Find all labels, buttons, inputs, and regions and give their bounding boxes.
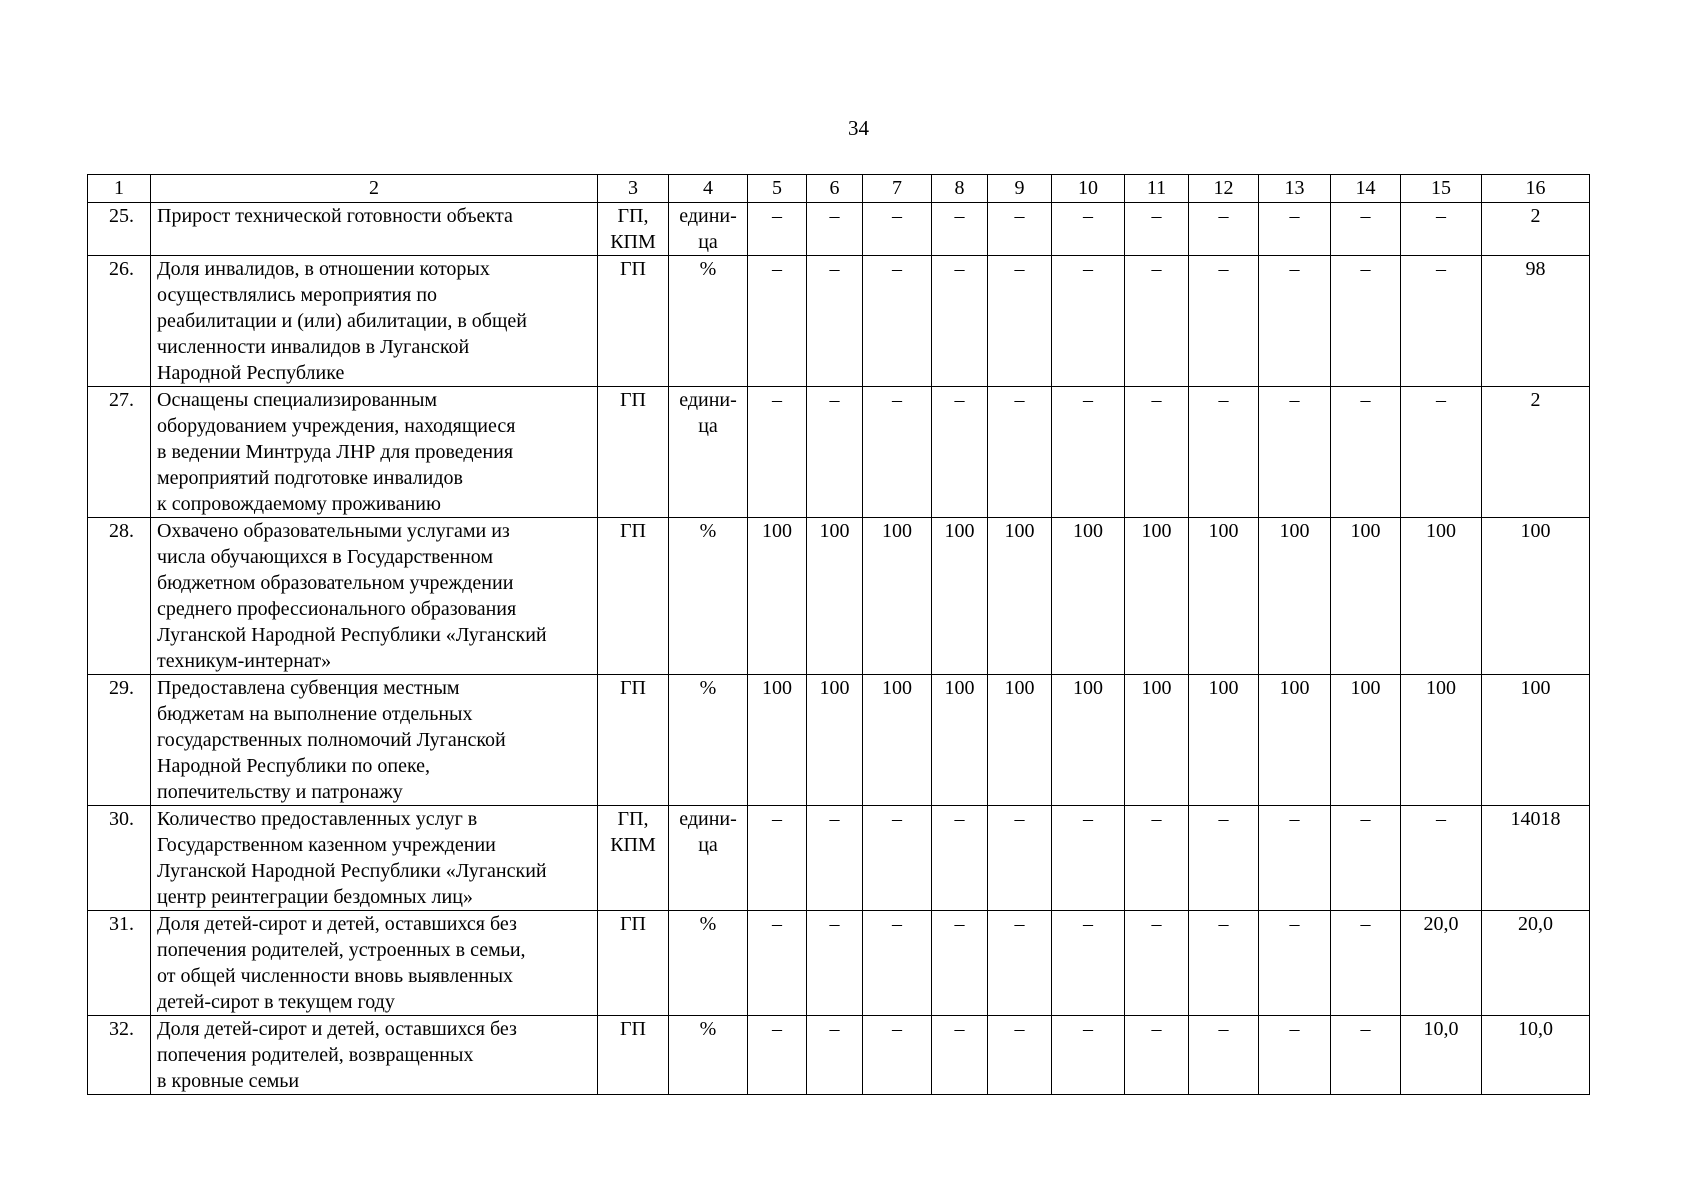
value-cell: – (1259, 387, 1331, 518)
row-number-cell: 29. (88, 675, 151, 806)
header-cell: 16 (1482, 175, 1590, 203)
header-cell: 14 (1331, 175, 1401, 203)
row-number-cell: 27. (88, 387, 151, 518)
value-cell: 100 (932, 518, 988, 675)
value-cell: 100 (807, 518, 863, 675)
header-cell: 2 (151, 175, 598, 203)
value-cell: – (748, 1016, 807, 1095)
table-row (88, 256, 1590, 387)
unit-cell: едини- ца (669, 203, 748, 256)
value-cell: – (807, 806, 863, 911)
value-cell: 100 (988, 675, 1052, 806)
value-cell: – (1052, 256, 1125, 387)
value-cell: – (748, 387, 807, 518)
value-cell: 100 (1401, 518, 1482, 675)
value-cell: – (1331, 256, 1401, 387)
value-cell: 2 (1482, 387, 1590, 518)
row-number-cell: 32. (88, 1016, 151, 1095)
value-cell: – (1125, 256, 1189, 387)
unit-cell: % (669, 1016, 748, 1095)
value-cell: – (1125, 806, 1189, 911)
value-cell: 10,0 (1482, 1016, 1590, 1095)
value-cell: – (1401, 806, 1482, 911)
value-cell: – (807, 387, 863, 518)
table-body (88, 203, 1590, 1095)
header-cell: 3 (598, 175, 669, 203)
source-cell: ГП (598, 675, 669, 806)
value-cell: – (1331, 911, 1401, 1016)
page-number: 34 (848, 116, 869, 140)
value-cell: – (1052, 387, 1125, 518)
unit-cell: едини- ца (669, 806, 748, 911)
value-cell: 98 (1482, 256, 1590, 387)
value-cell: 100 (1189, 675, 1259, 806)
value-cell: – (932, 911, 988, 1016)
value-cell: – (988, 387, 1052, 518)
value-cell: – (807, 256, 863, 387)
table-row (88, 203, 1590, 256)
table-row (88, 806, 1590, 911)
value-cell: 100 (988, 518, 1052, 675)
value-cell: 100 (1052, 675, 1125, 806)
value-cell: – (1189, 256, 1259, 387)
value-cell: 100 (1125, 518, 1189, 675)
unit-cell: % (669, 256, 748, 387)
value-cell: – (863, 203, 932, 256)
header-cell: 7 (863, 175, 932, 203)
value-cell: – (863, 911, 932, 1016)
value-cell: – (863, 806, 932, 911)
indicators-table (87, 174, 1590, 1095)
value-cell: – (863, 1016, 932, 1095)
table-header (88, 175, 1590, 203)
header-cell: 12 (1189, 175, 1259, 203)
value-cell: 100 (1482, 675, 1590, 806)
unit-cell: % (669, 911, 748, 1016)
value-cell: 20,0 (1401, 911, 1482, 1016)
unit-cell: едини- ца (669, 387, 748, 518)
header-cell: 11 (1125, 175, 1189, 203)
value-cell: – (1401, 387, 1482, 518)
value-cell: 100 (863, 675, 932, 806)
value-cell: – (932, 256, 988, 387)
unit-cell: % (669, 518, 748, 675)
source-cell: ГП, КПМ (598, 203, 669, 256)
value-cell: – (1259, 256, 1331, 387)
table-row (88, 675, 1590, 806)
indicator-name-cell: Прирост технической готовности объекта (151, 203, 598, 256)
value-cell: 100 (1189, 518, 1259, 675)
header-cell: 1 (88, 175, 151, 203)
value-cell: – (988, 806, 1052, 911)
value-cell: 100 (1331, 518, 1401, 675)
row-number-cell: 30. (88, 806, 151, 911)
indicator-name-cell: Оснащены специализированным оборудованием учреждения, находящиеся в ведении Минтруда ЛНР для проведения мероприятий подготовке инвалидов к сопровождаемому проживанию (151, 387, 598, 518)
value-cell: – (748, 203, 807, 256)
value-cell: – (988, 203, 1052, 256)
value-cell: – (932, 203, 988, 256)
value-cell: – (1331, 806, 1401, 911)
value-cell: – (988, 911, 1052, 1016)
header-cell: 8 (932, 175, 988, 203)
value-cell: – (1189, 203, 1259, 256)
value-cell: 100 (1259, 518, 1331, 675)
value-cell: – (748, 256, 807, 387)
value-cell: – (1052, 203, 1125, 256)
source-cell: ГП (598, 911, 669, 1016)
value-cell: – (1331, 203, 1401, 256)
value-cell: 100 (748, 675, 807, 806)
value-cell: – (932, 1016, 988, 1095)
value-cell: 100 (748, 518, 807, 675)
value-cell: – (1401, 256, 1482, 387)
header-cell: 13 (1259, 175, 1331, 203)
value-cell: – (1259, 1016, 1331, 1095)
value-cell: – (988, 1016, 1052, 1095)
source-cell: ГП (598, 1016, 669, 1095)
value-cell: – (932, 387, 988, 518)
source-cell: ГП (598, 518, 669, 675)
value-cell: – (1259, 806, 1331, 911)
value-cell: – (932, 806, 988, 911)
value-cell: 100 (1401, 675, 1482, 806)
value-cell: 100 (932, 675, 988, 806)
value-cell: 14018 (1482, 806, 1590, 911)
value-cell: – (1189, 387, 1259, 518)
value-cell: – (863, 256, 932, 387)
header-cell: 6 (807, 175, 863, 203)
value-cell: – (1259, 203, 1331, 256)
value-cell: – (988, 256, 1052, 387)
row-number-cell: 25. (88, 203, 151, 256)
header-cell: 4 (669, 175, 748, 203)
value-cell: 10,0 (1401, 1016, 1482, 1095)
value-cell: 100 (863, 518, 932, 675)
source-cell: ГП (598, 387, 669, 518)
indicator-name-cell: Доля детей-сирот и детей, оставшихся без попечения родителей, устроенных в семьи, от общей численности вновь выявленных детей-сирот в текущем году (151, 911, 598, 1016)
value-cell: – (1052, 1016, 1125, 1095)
indicator-name-cell: Предоставлена субвенция местным бюджетам на выполнение отдельных государственных полномочий Луганской Народной Республики по опеке, попечительству и патронажу (151, 675, 598, 806)
header-row (88, 175, 1590, 203)
table-row (88, 387, 1590, 518)
value-cell: – (1189, 806, 1259, 911)
header-cell: 5 (748, 175, 807, 203)
value-cell: 100 (1331, 675, 1401, 806)
row-number-cell: 31. (88, 911, 151, 1016)
header-cell: 9 (988, 175, 1052, 203)
value-cell: – (807, 911, 863, 1016)
indicator-name-cell: Охвачено образовательными услугами из числа обучающихся в Государственном бюджетном образовательном учреждении среднего профессионального образования Луганской Народной Республики «Луганский техникум-интернат» (151, 518, 598, 675)
header-cell: 15 (1401, 175, 1482, 203)
row-number-cell: 28. (88, 518, 151, 675)
value-cell: – (1052, 806, 1125, 911)
value-cell: – (1331, 1016, 1401, 1095)
value-cell: – (748, 911, 807, 1016)
value-cell: 100 (1482, 518, 1590, 675)
value-cell: – (1259, 911, 1331, 1016)
source-cell: ГП, КПМ (598, 806, 669, 911)
value-cell: – (1331, 387, 1401, 518)
value-cell: – (1189, 1016, 1259, 1095)
value-cell: 100 (1259, 675, 1331, 806)
value-cell: – (863, 387, 932, 518)
source-cell: ГП (598, 256, 669, 387)
row-number-cell: 26. (88, 256, 151, 387)
table-row (88, 1016, 1590, 1095)
value-cell: – (1189, 911, 1259, 1016)
value-cell: – (807, 203, 863, 256)
value-cell: – (1125, 203, 1189, 256)
value-cell: – (1125, 1016, 1189, 1095)
value-cell: – (1052, 911, 1125, 1016)
header-cell: 10 (1052, 175, 1125, 203)
table-row (88, 911, 1590, 1016)
value-cell: 100 (1052, 518, 1125, 675)
value-cell: – (1125, 911, 1189, 1016)
value-cell: 2 (1482, 203, 1590, 256)
table-row (88, 518, 1590, 675)
value-cell: 20,0 (1482, 911, 1590, 1016)
value-cell: 100 (1125, 675, 1189, 806)
value-cell: – (807, 1016, 863, 1095)
indicator-name-cell: Количество предоставленных услуг в Государственном казенном учреждении Луганской Народной Республики «Луганский центр реинтеграции бездомных лиц» (151, 806, 598, 911)
value-cell: – (1125, 387, 1189, 518)
value-cell: – (748, 806, 807, 911)
indicator-name-cell: Доля детей-сирот и детей, оставшихся без попечения родителей, возвращенных в кровные семьи (151, 1016, 598, 1095)
value-cell: 100 (807, 675, 863, 806)
value-cell: – (1401, 203, 1482, 256)
indicator-name-cell: Доля инвалидов, в отношении которых осуществлялись мероприятия по реабилитации и (или) абилитации, в общей численности инвалидов в Луганской Народной Республике (151, 256, 598, 387)
unit-cell: % (669, 675, 748, 806)
